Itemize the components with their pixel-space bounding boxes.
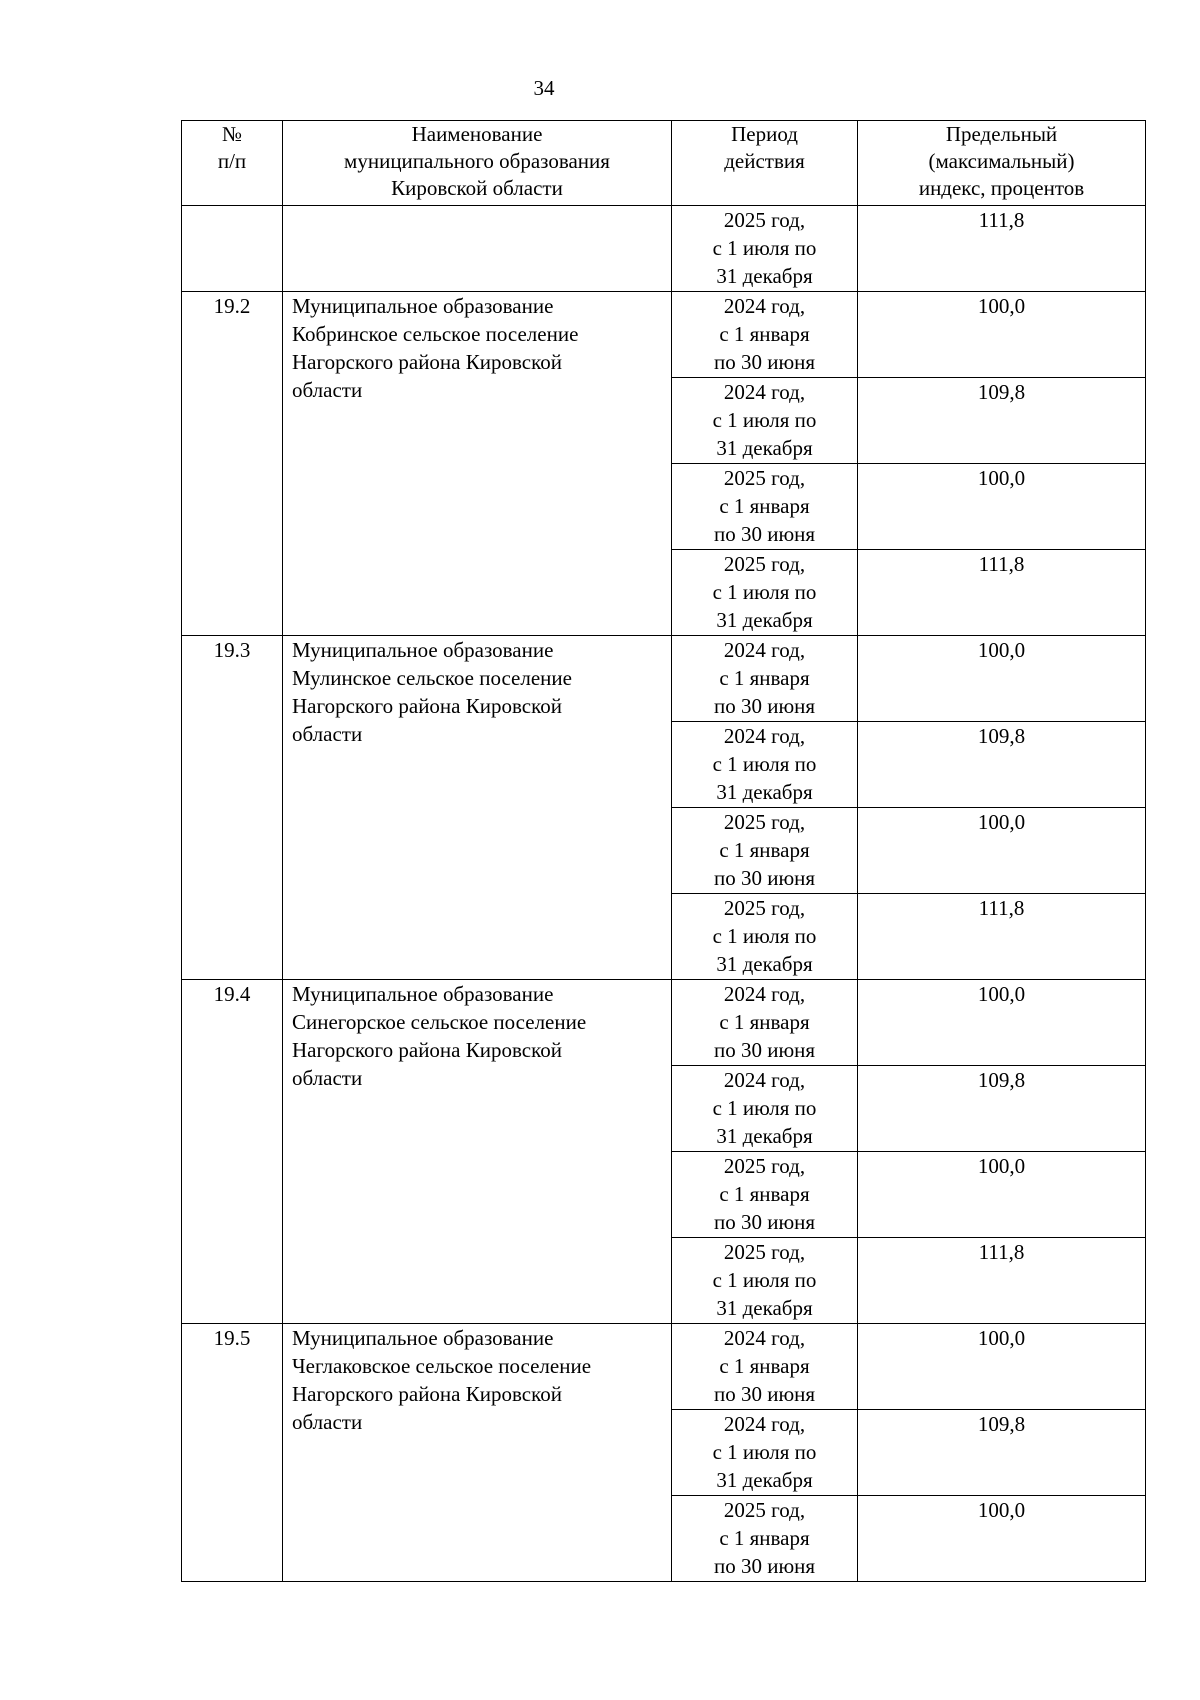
period-line: 2025 год,: [723, 1240, 806, 1264]
row-period-cell: [672, 1238, 858, 1324]
row-period-cell: [672, 722, 858, 808]
row-num-cell: 19.3: [182, 636, 283, 980]
table-row: [182, 636, 1146, 722]
row-index-cell: 100,0: [858, 464, 1146, 550]
name-line: области: [292, 378, 363, 402]
row-num-cell: 19.4: [182, 980, 283, 1324]
header-period-line: действия: [724, 149, 805, 173]
row-index-cell: 100,0: [858, 292, 1146, 378]
period-line: с 1 июля по: [712, 924, 817, 948]
row-num-cell: [182, 206, 283, 292]
row-period-cell: [672, 378, 858, 464]
period-line: 2024 год,: [723, 380, 806, 404]
header-period-line: Период: [731, 122, 798, 146]
table-header-row: [182, 121, 1146, 206]
period-line: по 30 июня: [713, 694, 816, 718]
row-index-cell: 100,0: [858, 1324, 1146, 1410]
row-index-cell: 111,8: [858, 550, 1146, 636]
name-line: Нагорского района Кировской: [292, 694, 562, 718]
header-index-line: индекс, процентов: [918, 176, 1085, 200]
row-index-cell: 109,8: [858, 378, 1146, 464]
table-row: [182, 292, 1146, 378]
header-num: [182, 121, 283, 206]
period-line: 2024 год,: [723, 982, 806, 1006]
period-line: 2024 год,: [723, 1068, 806, 1092]
period-line: с 1 июля по: [712, 580, 817, 604]
name-line: Кобринское сельское поселение: [292, 322, 579, 346]
period-line: 31 декабря: [716, 608, 813, 632]
name-line: области: [292, 722, 363, 746]
period-line: по 30 июня: [713, 1038, 816, 1062]
name-line: Мулинское сельское поселение: [292, 666, 572, 690]
row-num-cell: 19.2: [182, 292, 283, 636]
row-index-cell: 111,8: [858, 206, 1146, 292]
name-line: области: [292, 1066, 363, 1090]
header-name-line: Кировской области: [391, 176, 563, 200]
period-line: 31 декабря: [716, 1468, 813, 1492]
period-line: 31 декабря: [716, 780, 813, 804]
period-line: с 1 июля по: [712, 236, 817, 260]
header-index: [858, 121, 1146, 206]
name-line: Нагорского района Кировской: [292, 350, 562, 374]
period-line: 31 декабря: [716, 1296, 813, 1320]
table-row: [182, 1324, 1146, 1410]
period-line: 31 декабря: [716, 1124, 813, 1148]
row-period-cell: [672, 808, 858, 894]
row-index-cell: 100,0: [858, 1152, 1146, 1238]
row-index-cell: 109,8: [858, 1066, 1146, 1152]
row-period-cell: [672, 1066, 858, 1152]
row-period-cell: [672, 1496, 858, 1582]
header-num-line: №: [221, 122, 243, 146]
name-line: Муниципальное образование: [292, 294, 554, 318]
row-index-cell: 100,0: [858, 636, 1146, 722]
name-line: Муниципальное образование: [292, 1326, 554, 1350]
period-line: с 1 июля по: [712, 1268, 817, 1292]
row-name-cell: [283, 980, 672, 1324]
period-line: 2025 год,: [723, 1154, 806, 1178]
row-name-cell: [283, 1324, 672, 1582]
row-index-cell: 100,0: [858, 808, 1146, 894]
header-num-line: п/п: [217, 149, 247, 173]
period-line: 2025 год,: [723, 810, 806, 834]
row-index-cell: 111,8: [858, 1238, 1146, 1324]
table-row: [182, 206, 1146, 292]
period-line: с 1 июля по: [712, 1440, 817, 1464]
period-line: 2024 год,: [723, 638, 806, 662]
period-line: с 1 июля по: [712, 752, 817, 776]
period-line: 2024 год,: [723, 294, 806, 318]
row-name-cell: [283, 292, 672, 636]
period-line: с 1 января: [719, 494, 810, 518]
name-line: Нагорского района Кировской: [292, 1038, 562, 1062]
header-name-line: Наименование: [411, 122, 543, 146]
row-period-cell: [672, 292, 858, 378]
row-period-cell: [672, 1324, 858, 1410]
name-line: Муниципальное образование: [292, 982, 554, 1006]
period-line: 2024 год,: [723, 724, 806, 748]
period-line: с 1 января: [719, 1010, 810, 1034]
period-line: по 30 июня: [713, 1382, 816, 1406]
period-line: 2025 год,: [723, 1498, 806, 1522]
period-line: 2024 год,: [723, 1326, 806, 1350]
header-index-line: Предельный: [945, 122, 1058, 146]
period-line: с 1 января: [719, 1182, 810, 1206]
tariff-index-table: [181, 120, 1146, 1582]
name-line: Муниципальное образование: [292, 638, 554, 662]
page-number-text: 34: [533, 76, 555, 100]
row-index-cell: 109,8: [858, 1410, 1146, 1496]
period-line: с 1 января: [719, 838, 810, 862]
period-line: с 1 января: [719, 1526, 810, 1550]
period-line: 2025 год,: [723, 552, 806, 576]
header-index-line: (максимальный): [928, 149, 1075, 173]
row-name-cell: [283, 636, 672, 980]
row-index-cell: 111,8: [858, 894, 1146, 980]
header-name: [283, 121, 672, 206]
name-line: Чеглаковское сельское поселение: [292, 1354, 592, 1378]
period-line: с 1 июля по: [712, 1096, 817, 1120]
period-line: 31 декабря: [716, 264, 813, 288]
name-line: Синегорское сельское поселение: [292, 1010, 587, 1034]
row-num-cell: 19.5: [182, 1324, 283, 1582]
row-period-cell: [672, 636, 858, 722]
period-line: с 1 июля по: [712, 408, 817, 432]
period-line: 31 декабря: [716, 952, 813, 976]
row-period-cell: [672, 1410, 858, 1496]
period-line: по 30 июня: [713, 1554, 816, 1578]
page-number: [0, 76, 1197, 100]
header-name-line: муниципального образования: [344, 149, 610, 173]
row-period-cell: [672, 464, 858, 550]
table-body: [182, 206, 1146, 1582]
row-period-cell: [672, 980, 858, 1066]
period-line: с 1 января: [719, 322, 810, 346]
name-line: Нагорского района Кировской: [292, 1382, 562, 1406]
row-period-cell: [672, 206, 858, 292]
row-index-cell: 100,0: [858, 980, 1146, 1066]
period-line: по 30 июня: [713, 866, 816, 890]
row-index-cell: 109,8: [858, 722, 1146, 808]
period-line: по 30 июня: [713, 350, 816, 374]
table-row: [182, 980, 1146, 1066]
period-line: по 30 июня: [713, 522, 816, 546]
period-line: 2025 год,: [723, 466, 806, 490]
period-line: по 30 июня: [713, 1210, 816, 1234]
name-line: области: [292, 1410, 363, 1434]
period-line: с 1 января: [719, 1354, 810, 1378]
row-period-cell: [672, 550, 858, 636]
period-line: 2025 год,: [723, 208, 806, 232]
row-name-cell: [283, 206, 672, 292]
row-index-cell: 100,0: [858, 1496, 1146, 1582]
row-period-cell: [672, 894, 858, 980]
row-period-cell: [672, 1152, 858, 1238]
period-line: 31 декабря: [716, 436, 813, 460]
period-line: 2024 год,: [723, 1412, 806, 1436]
period-line: с 1 января: [719, 666, 810, 690]
header-period: [672, 121, 858, 206]
period-line: 2025 год,: [723, 896, 806, 920]
